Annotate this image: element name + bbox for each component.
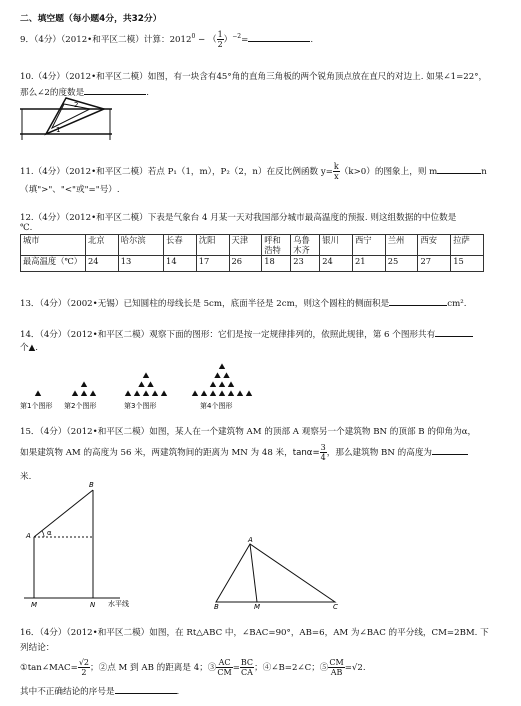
q15-tan-den: 4 <box>320 453 326 462</box>
table-cell: 14 <box>164 256 197 272</box>
triangle-abc <box>216 544 335 602</box>
q16-line3-end: . <box>176 687 180 697</box>
q15-answer-blank[interactable] <box>432 445 468 455</box>
figure-4-triangle-mark <box>219 363 225 369</box>
q16-c5-fraction <box>328 658 344 677</box>
table-row <box>21 235 484 256</box>
table-cell: 兰州 <box>385 235 418 256</box>
label-alpha: α <box>47 529 52 537</box>
q12-line1-text: 12.（4分）（2012•和平区二模）下表是气象台 4 月某一天对我国部分城市最高温度的预报. 则这组数据的中位数是 <box>20 213 457 223</box>
figure-4-triangle-mark <box>228 381 234 387</box>
q13-answer-blank[interactable] <box>389 296 447 306</box>
table-cell: 21 <box>352 256 385 272</box>
table-cell: 27 <box>418 256 451 272</box>
q12-line2: ℃. <box>20 223 33 233</box>
question-9 <box>20 30 313 49</box>
table-cell: 长春 <box>164 235 197 256</box>
q14-line1-text: 14．（4分）（2012•和平区二模）观察下面的图形：它们是按一定规律排列的，依照此规律，第 6 个图形共有 <box>20 330 436 340</box>
q16-triangle-figure <box>212 534 342 610</box>
section-header: 二、填空题（每小题4分，共32分） <box>20 14 162 24</box>
q13-end: . <box>463 299 467 309</box>
figure-4-triangle-mark <box>237 390 243 396</box>
q9-frac-num: 1 <box>217 30 223 39</box>
figure-4-triangle-mark <box>201 390 207 396</box>
figure-2-triangle-mark <box>72 390 78 396</box>
q15-line2 <box>20 443 468 462</box>
table-cell: 天津 <box>229 235 262 256</box>
q11-frac-num: k <box>333 162 339 171</box>
q16-c1-num: √2 <box>78 658 89 667</box>
q11-line2: （填">"、"<"或"="号）. <box>20 185 120 195</box>
q13-unit: cm² <box>447 299 464 309</box>
q16-c5-eq: =√2 <box>344 663 363 673</box>
table-cell: 乌鲁木齐 <box>291 235 320 256</box>
figure-4-triangle-mark <box>210 381 216 387</box>
q9-neg-exponent: −2 <box>232 33 242 41</box>
table-cell: 西宁 <box>352 235 385 256</box>
fig-label-1: 1 <box>56 126 61 134</box>
q9-prefix: 9．（4分）（2012•和平区二模）计算：2012 <box>20 35 192 45</box>
figure-3-triangle-mark <box>161 390 167 396</box>
q9-zero-exponent: 0 <box>191 33 196 41</box>
label-ground: 水平线 <box>108 600 129 608</box>
q16-c3-fraction-2 <box>240 658 254 677</box>
table-cell: 26 <box>229 256 262 272</box>
q16-c3-n1: AC <box>216 658 232 668</box>
q14-line1 <box>20 327 473 340</box>
figure-4-triangle-mark <box>246 390 252 396</box>
figure-4-triangle-mark <box>228 390 234 396</box>
q9-fraction <box>217 30 224 49</box>
q16-c5-den: AB <box>330 668 343 677</box>
table-cell: 13 <box>118 256 163 272</box>
label-c2: C <box>333 603 338 610</box>
table-cell: 23 <box>291 256 320 272</box>
figure-3-triangle-mark <box>143 390 149 396</box>
q16-answer-blank[interactable] <box>115 684 177 694</box>
q15-line2-prefix: 如果建筑物 AM 的高度为 56 米，两建筑物间的距离为 MN 为 48 米， <box>20 448 293 458</box>
q11-frac-den: x <box>334 172 339 181</box>
figure-4-triangle-mark <box>219 390 225 396</box>
q16-c1-fraction <box>78 658 90 677</box>
q9-answer-blank[interactable] <box>248 32 310 42</box>
q16-c1-den: 2 <box>81 668 87 677</box>
temperature-table <box>20 234 484 272</box>
figure-4-triangle-mark <box>210 390 216 396</box>
q16-line3-text: 其中不正确结论的序号是 <box>20 687 115 697</box>
label-b: B <box>89 481 94 489</box>
figure-3-triangle-mark <box>147 381 153 387</box>
q16-line3 <box>20 684 179 697</box>
table-cell: 北京 <box>86 235 119 256</box>
label-a: A <box>26 532 31 540</box>
caption-figure-4: 第4个图形 <box>200 402 233 410</box>
q16-c4-text: ；④∠B=2∠C；⑤ <box>254 663 329 673</box>
q10-ruler-triangle-figure <box>18 96 118 142</box>
table-cell: 15 <box>451 256 484 272</box>
q15-buildings-figure <box>20 478 170 612</box>
q9-minus: − （ <box>195 35 217 45</box>
figure-3-triangle-mark <box>143 372 149 378</box>
q11-line1-mid: （k>0）的图象上，则 m <box>339 167 438 177</box>
fig-label-2: 2 <box>74 101 79 109</box>
table-cell: 25 <box>385 256 418 272</box>
q16-conclusions <box>20 658 366 677</box>
q16-c2-text: ；②点 M 到 AB 的距离是 4；③ <box>90 663 217 673</box>
q14-line2: 个▲. <box>20 343 38 353</box>
table-cell: 18 <box>262 256 291 272</box>
q10-answer-blank[interactable] <box>84 85 146 95</box>
figure-1-triangle-mark <box>35 390 41 396</box>
caption-figure-1: 第1个图形 <box>20 402 53 410</box>
q16-c3-eq: = <box>232 663 240 673</box>
table-cell: 拉萨 <box>451 235 484 256</box>
caption-figure-2: 第2个图形 <box>64 402 97 410</box>
table-cell: 沈阳 <box>196 235 229 256</box>
q9-close-paren: ） <box>223 35 233 45</box>
label-a2: A <box>248 536 253 544</box>
figure-4-triangle-mark <box>219 381 225 387</box>
q15-line1: 15．（4分）（2012•和平区二模）如图，某人在一个建筑物 AM 的顶部 A 观察另一个建筑物 BN 的顶部 B 的仰角为α， <box>20 427 477 437</box>
figure-2-triangle-mark <box>81 390 87 396</box>
q16-c3-d1: CM <box>217 668 232 677</box>
q14-answer-blank[interactable] <box>435 327 473 337</box>
figure-4-triangle-mark <box>223 372 229 378</box>
q10-line2-prefix: 那么∠2的度数是 <box>20 88 85 98</box>
q11-fraction <box>333 162 340 181</box>
q16-c3-fraction-1 <box>216 658 232 677</box>
figure-3-triangle-mark <box>134 390 140 396</box>
q11-line1 <box>20 162 487 181</box>
figure-4-triangle-mark <box>192 390 198 396</box>
q9-end: . <box>310 35 314 45</box>
q16-line2: 列结论： <box>20 643 55 653</box>
triangle-inner <box>52 104 90 128</box>
alpha-arc <box>42 531 44 537</box>
q15-tan-label: tanα= <box>292 448 320 458</box>
q15-tan-fraction <box>320 443 327 462</box>
q16-line1: 16．（4分）（2012•和平区二模）如图，在 Rt△ABC 中，∠BAC=90°，AB=6，AM 为∠BAC 的平分线，CM=2BM. 下 <box>20 628 489 638</box>
q16-c3-n2: BC <box>240 658 254 667</box>
q11-line1-end: n <box>481 167 487 177</box>
q11-answer-blank[interactable] <box>437 164 481 174</box>
q10-line1: 10.（4分）（2012•和平区二模）如图，有一块含有45°角的直角三角板的两个锐角顶点放在直尺的对边上. 如果∠1=22°， <box>20 72 488 82</box>
table-cell: 哈尔滨 <box>118 235 163 256</box>
table-cell: 24 <box>86 256 119 272</box>
table-row <box>21 256 484 272</box>
table-cell: 西安 <box>418 235 451 256</box>
caption-figure-3: 第3个图形 <box>124 402 157 410</box>
q16-c1-text: ①tan∠MAC= <box>20 663 78 673</box>
table-cell: 17 <box>196 256 229 272</box>
q15-tan-num: 3 <box>320 443 326 452</box>
q15-line3: 米. <box>20 472 32 482</box>
table-cell: 银川 <box>320 235 353 256</box>
figure-3-triangle-mark <box>138 381 144 387</box>
figure-4-triangle-mark <box>214 372 220 378</box>
figure-3-triangle-mark <box>125 390 131 396</box>
sight-line-ab <box>34 490 93 537</box>
label-n: N <box>90 601 96 609</box>
figure-2-triangle-mark <box>90 390 96 396</box>
q11-line1-prefix: 11.（4分）（2012•和平区二模）若点 P₁（1，m），P₂（2，n）在反比例函数 y= <box>20 167 333 177</box>
label-m: M <box>31 601 38 609</box>
figure-2-triangle-mark <box>81 381 87 387</box>
q14-triangle-pattern-figure <box>18 358 258 410</box>
label-b2: B <box>214 603 219 610</box>
q9-eq: = <box>241 35 249 45</box>
segment-am <box>250 544 257 602</box>
q12-line1 <box>20 211 456 223</box>
table-cell: 城市 <box>21 235 86 256</box>
q16-end: . <box>362 663 366 673</box>
q13-prefix: 13．（4分）（2002•无锡）已知圆柱的母线长是 5cm，底面半径是 2cm，则这个圆柱的侧面积是 <box>20 299 390 309</box>
table-cell: 呼和浩特 <box>262 235 291 256</box>
q10-line2-end: . <box>146 88 149 98</box>
q9-frac-den: 2 <box>217 40 223 49</box>
table-cell: 最高温度（℃） <box>21 256 86 272</box>
table-cell: 24 <box>320 256 353 272</box>
q15-line2-suffix: ，那么建筑物 BN 的高度为 <box>326 448 433 458</box>
q16-c5-num: CM <box>329 658 344 667</box>
question-13 <box>20 296 466 309</box>
q16-c3-d2: CA <box>241 668 253 677</box>
figure-3-triangle-mark <box>152 390 158 396</box>
label-m2: M <box>254 603 261 610</box>
